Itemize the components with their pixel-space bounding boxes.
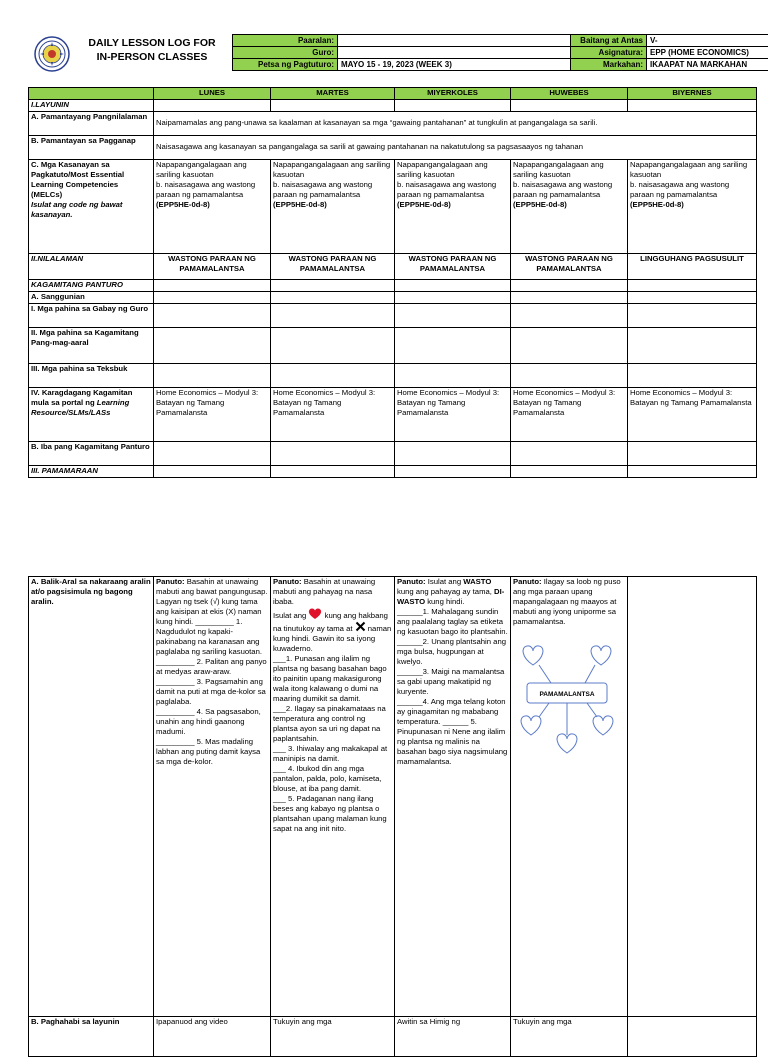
section-nilalaman: II.NILALAMAN <box>29 254 154 280</box>
melc-cell <box>628 160 757 254</box>
miyerkoles-isulat: Isulat ang <box>426 577 461 586</box>
row-label-balik-aral: A. Balik-Aral sa nakaraang aralin at/o pagsisimula ng bagong aralin. <box>29 577 154 1017</box>
row-label-karagdagang <box>29 388 154 442</box>
nilalaman-cell: WASTONG PARAAN NG PAMAMALANTSA <box>271 254 395 280</box>
martes-tama: kung ang hakbang na tinutukoy ay tama at <box>273 611 388 633</box>
nilalaman-cell: WASTONG PARAAN NG PAMAMALANTSA <box>511 254 628 280</box>
heart-icon <box>308 607 322 620</box>
subject-value: EPP (HOME ECONOMICS) <box>647 47 768 59</box>
melc-code: (EPP5HE-0d-8) <box>630 200 684 209</box>
lunes-activity <box>154 577 271 1017</box>
teacher-value <box>338 47 571 59</box>
subject-label: Asignatura: <box>571 47 647 59</box>
martes-hindi: naman kung hindi. Gawin ito sa iyong kuwaderno. <box>273 624 391 653</box>
melc-text: b. naisasagawa ang wastong paraan ng pamamalantsa <box>156 180 255 199</box>
resource-cell: Home Economics – Modyul 3: Batayan ng Tamang Pamamalansta <box>511 388 628 442</box>
panuto-label: Panuto: <box>273 577 302 586</box>
paghahabi-cell: Ipapanuod ang video <box>154 1017 271 1057</box>
lunes-text: Basahin at unawaing mabuti ang bawat pangungusap. Lagyan ng tsek (√) kung tama ang kaisipan at ekis (X) naman kung hindi. _________ 1. Nagdudulot ng kapaki-pakinabang na karanasan ang paglalaba ng sariling kasuotan. _________ 2. Palitan ang panyo at medyas araw-araw. _________ 3. Pagsamahin ang damit na puti at mga de-kolor sa paglalaba. _________ 4. Sa pagsasabon, unahin ang hindi gaanong madumi. _________ 5. Mas madaling labhan ang puting damit kaysa sa mga de-kolor. <box>156 577 268 766</box>
melc-code: (EPP5HE-0d-8) <box>397 200 451 209</box>
day-header: LUNES <box>154 88 271 100</box>
document-title <box>72 36 232 64</box>
melc-text: b. naisasagawa ang wastong paraan ng pamamalantsa <box>273 180 372 199</box>
teacher-label: Guro: <box>233 47 338 59</box>
row-label-sanggunian: A. Sanggunian <box>29 292 154 304</box>
heart-web-diagram <box>513 643 621 755</box>
paghahabi-cell: Tukuyin ang mga <box>511 1017 628 1057</box>
performance-standard-text: Naisasagawa ang kasanayan sa pangangalaga sa sarili at gawaing pantahanan na nakatutulong sa pagsasaayos ng tahanan <box>154 136 757 160</box>
wasto-word: WASTO <box>463 577 491 586</box>
heart-shape <box>523 646 543 665</box>
date-label: Petsa ng Pagtuturo: <box>233 59 338 71</box>
row-label-iba: B. Iba pang Kagamitang Panturo <box>29 442 154 466</box>
miyerkoles-hindi: kung hindi. <box>427 597 464 606</box>
quarter-value: IKAAPAT NA MARKAHAN <box>647 59 768 71</box>
panuto-label: Panuto: <box>397 577 426 586</box>
info-table <box>232 34 768 71</box>
row-label-gabay: I. Mga pahina sa Gabay ng Guro <box>29 304 154 328</box>
melc-code: (EPP5HE-0d-8) <box>156 200 210 209</box>
biyernes-activity <box>628 577 757 1017</box>
paghahabi-cell <box>628 1017 757 1057</box>
header <box>28 34 756 74</box>
paghahabi-cell: Awitin sa Himig ng <box>395 1017 511 1057</box>
row-label-melc <box>29 160 154 254</box>
huwebes-activity <box>511 577 628 1017</box>
panuto-label: Panuto: <box>513 577 542 586</box>
day-header: MARTES <box>271 88 395 100</box>
melc-cell <box>154 160 271 254</box>
day-header: HUWEBES <box>511 88 628 100</box>
section-pamamaraan: III. PAMAMARAAN <box>29 466 154 478</box>
karagdagang-label: IV. Karagdagang Kagamitan mula sa portal ng <box>31 388 132 407</box>
melc-text: Napapangangalagaan ang sariling kasuotan <box>513 160 604 179</box>
resource-cell: Home Economics – Modyul 3: Batayan ng Tamang Pamamalansta <box>154 388 271 442</box>
karagdagang-ital: Learning Resource/SLMs/LASs <box>31 398 129 417</box>
x-mark-icon <box>355 621 366 632</box>
miyerkoles-items: ______1. Mahalagang sundin ang paalalang taglay sa etiketa ng kasuotan bago ito plantsahin. ______2. Unang plantsahin ang mga bulsa, hugpungan at kwelyo. ______3. Maigi na mamalantsa sa gabi upang makatipid ng kuryente. ______4. Ang mga telang koton ay ginagamitan ng mababang temperatura. ______ 5. Pinupunasan ni Nene ang ilalim ng plantsa ng malinis na basahan bago siya nagsimulang mamamalantsa. <box>397 607 508 766</box>
melc-text: b. naisasagawa ang wastong paraan ng pamamalantsa <box>630 180 729 199</box>
resource-cell: Home Economics – Modyul 3: Batayan ng Tamang Pamamalansta <box>271 388 395 442</box>
melc-text: Napapangangalagaan ang sariling kasuotan <box>273 160 390 179</box>
row-label-paghahabi: B. Paghahabi sa layunin <box>29 1017 154 1057</box>
day-header: MIYERKOLES <box>395 88 511 100</box>
row-label-teksbuk: III. Mga pahina sa Teksbuk <box>29 364 154 388</box>
miyerkoles-tama: kung ang pahayag ay tama, <box>397 587 492 596</box>
content-standard-text: Naipamamalas ang pang-unawa sa kaalaman at kasanayan sa mga “gawaing pantahanan” at tungkulin at pangangalaga sa sarili. <box>154 112 757 136</box>
grade-value: V- <box>647 35 768 47</box>
martes-intro: Basahin at unawaing mabuti ang pahayag na nasa ibaba. <box>273 577 375 606</box>
school-label: Paaralan: <box>233 35 338 47</box>
school-value <box>338 35 571 47</box>
martes-isulat: Isulat ang <box>273 611 306 620</box>
resource-cell: Home Economics – Modyul 3: Batayan ng Tamang Pamamalansta <box>395 388 511 442</box>
title-line-1: DAILY LESSON LOG FOR <box>72 36 232 50</box>
melc-code: (EPP5HE-0d-8) <box>273 200 327 209</box>
nilalaman-cell: WASTONG PARAAN NG PAMAMALANTSA <box>395 254 511 280</box>
grade-label: Baitang at Antas <box>571 35 647 47</box>
corner-cell <box>29 88 154 100</box>
martes-items: ___1. Punasan ang ilalim ng plantsa ng basang basahan bago ito painitin upang makasigurong wala itong kalawang o dumi na maaring dumikit sa damit. ___2. Ilagay sa pinakamataas na temperatura ang control ng plantsa ayon sa uri ng dapat na paplantsahin. ___ 3. Ihiwalay ang makakapal at maninipis na damit. ___ 4. Ibukod din ang mga pantalon, palda, polo, kamiseta, blouse, at iba pang damit. ___ 5. Padaganan nang ilang beses ang kabayo ng plantsa o plantsahan upang malaman kung sapat na ang init nito. <box>273 654 387 833</box>
huwebes-text: Ilagay sa loob ng puso ang mga paraan upang mapangalagaan ng maayos at mabuti ang iyong uniporme sa pamamalantsa. <box>513 577 621 626</box>
panuto-label: Panuto: <box>156 577 185 586</box>
melc-text: b. naisasagawa ang wastong paraan ng pamamalantsa <box>397 180 496 199</box>
melc-text: Napapangangalagaan ang sariling kasuotan <box>630 160 747 179</box>
quarter-label: Markahan: <box>571 59 647 71</box>
melc-cell <box>511 160 628 254</box>
procedure-table <box>28 576 757 1057</box>
melc-text: Napapangangalagaan ang sariling kasuotan <box>397 160 488 179</box>
section-kagamitan: KAGAMITANG PANTURO <box>29 280 154 292</box>
heart-shape <box>591 646 611 665</box>
title-line-2: IN-PERSON CLASSES <box>72 50 232 64</box>
paghahabi-cell: Tukuyin ang mga <box>271 1017 395 1057</box>
row-label-pagganap: B. Pamantayan sa Pagganap <box>29 136 154 160</box>
row-label-pangmag: II. Mga pahina sa Kagamitang Pang-mag-aaral <box>29 328 154 364</box>
martes-activity <box>271 577 395 1017</box>
melc-cell <box>271 160 395 254</box>
lesson-log-table <box>28 87 757 478</box>
date-value: MAYO 15 - 19, 2023 (WEEK 3) <box>338 59 571 71</box>
deped-seal-icon <box>34 36 70 72</box>
melc-label: C. Mga Kasanayan sa Pagkatuto/Most Essential Learning Competencies (MELCs) <box>31 160 124 199</box>
diagram-center-label: PAMAMALANTSA <box>539 691 594 698</box>
miyerkoles-activity <box>395 577 511 1017</box>
day-header: BIYERNES <box>628 88 757 100</box>
resource-cell: Home Economics – Modyul 3: Batayan ng Tamang Pamamalansta <box>628 388 757 442</box>
nilalaman-cell: WASTONG PARAAN NG PAMAMALANTSA <box>154 254 271 280</box>
nilalaman-cell: LINGGUHANG PAGSUSULIT <box>628 254 757 280</box>
melc-text: Napapangangalagaan ang sariling kasuotan <box>156 160 247 179</box>
heart-shape <box>593 716 613 735</box>
melc-sub: Isulat ang code ng bawat kasanayan. <box>31 200 122 219</box>
melc-text: b. naisasagawa ang wastong paraan ng pamamalantsa <box>513 180 612 199</box>
row-label-pangnilalaman: A. Pamantayang Pangnilalaman <box>29 112 154 136</box>
heart-shape <box>557 734 577 753</box>
section-layunin: I.LAYUNIN <box>29 100 154 112</box>
melc-code: (EPP5HE-0d-8) <box>513 200 567 209</box>
melc-cell <box>395 160 511 254</box>
di-wasto-word: DI-WASTO <box>397 587 504 606</box>
heart-shape <box>521 716 541 735</box>
